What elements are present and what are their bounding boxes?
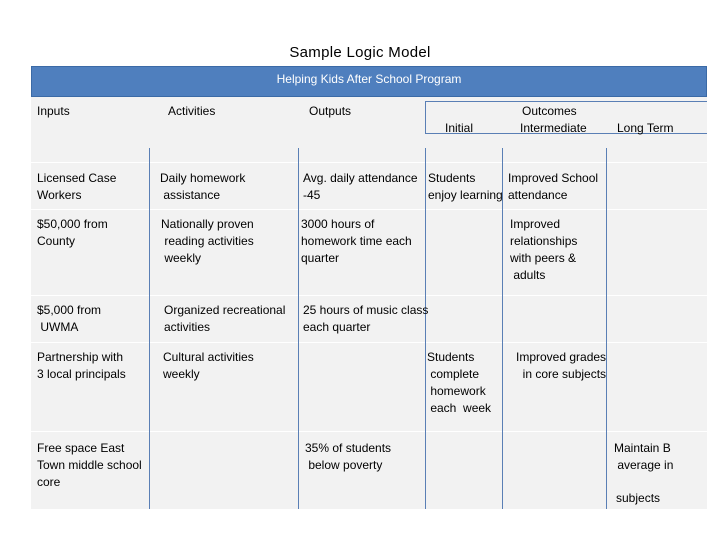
row2-input: $50,000 from County xyxy=(37,217,108,248)
row3-input: $5,000 from UWMA xyxy=(37,303,102,334)
header-inputs: Inputs xyxy=(37,104,70,118)
row4-initial: Students complete homework each week xyxy=(427,350,492,415)
program-banner xyxy=(31,66,707,97)
header-divider xyxy=(425,101,707,102)
header-outputs: Outputs xyxy=(309,104,352,118)
header-intermediate: Intermediate xyxy=(520,121,587,135)
column-divider xyxy=(606,148,607,509)
header-divider xyxy=(425,101,426,133)
header-activities: Activities xyxy=(168,104,216,118)
column-divider xyxy=(298,148,299,509)
row4-input: Partnership with 3 local principals xyxy=(37,350,126,381)
program-banner-text: Helping Kids After School Program xyxy=(276,72,462,86)
header-long-term: Long Term xyxy=(617,121,674,135)
row4-activity: Cultural activities weekly xyxy=(163,350,254,381)
row4-intermediate: Improved grades in core subjects xyxy=(516,350,607,381)
row1-initial: Students enjoy learning xyxy=(428,171,503,202)
row5-long-term: Maintain B average in xyxy=(614,441,674,472)
row5-long-term-tail: subjects xyxy=(616,491,661,505)
header-outcomes: Outcomes xyxy=(522,104,577,118)
row5-output: 35% of students below poverty xyxy=(305,441,392,472)
page-title: Sample Logic Model xyxy=(289,44,431,61)
row2-activity: Nationally proven reading activities weekly xyxy=(161,217,254,265)
column-divider xyxy=(149,148,150,509)
row5-input: Free space East Town middle school core xyxy=(37,441,142,489)
row3-output: 25 hours of music class each quarter xyxy=(303,303,429,334)
row1-output: Avg. daily attendance -45 xyxy=(303,171,418,202)
row1-input: Licensed Case Workers xyxy=(37,171,117,202)
row2-intermediate: Improved relationships with peers & adults xyxy=(510,217,578,282)
row1-activity: Daily homework assistance xyxy=(160,171,246,202)
header-initial: Initial xyxy=(445,121,474,135)
row1-intermediate: Improved School attendance xyxy=(508,171,599,202)
row2-output: 3000 hours of homework time each quarter xyxy=(301,217,412,265)
row3-activity: Organized recreational activities xyxy=(164,303,286,334)
